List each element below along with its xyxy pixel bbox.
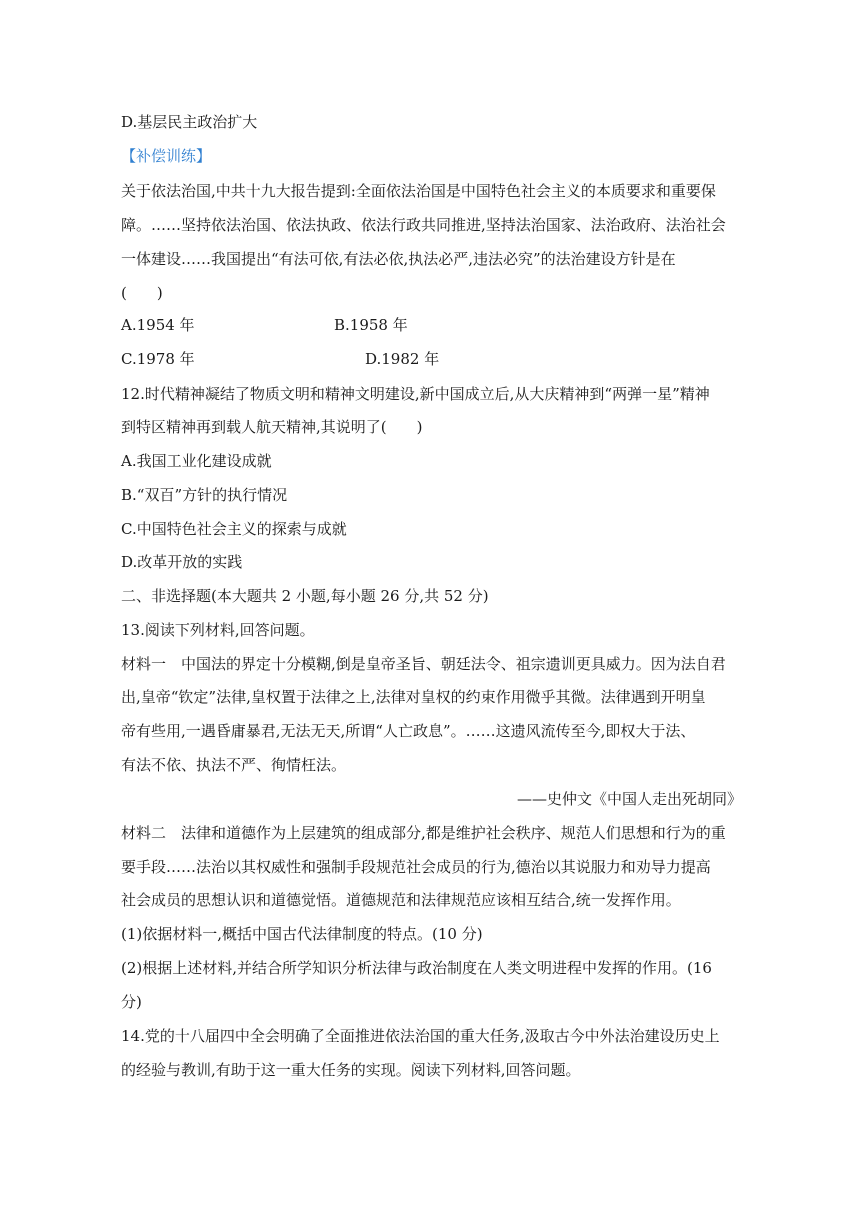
q14-stem-line: 14.党的十八届四中全会明确了全面推进依法治国的重大任务,汲取古今中外法治建设历史上 xyxy=(121,1027,720,1045)
q12-option-b: B.“双百”方针的执行情况 xyxy=(121,486,288,504)
bonus-option-c: C.1978 年 xyxy=(121,350,195,368)
q13-intro: 13.阅读下列材料,回答问题。 xyxy=(121,621,315,639)
q14-stem-line: 的经验与教训,有助于这一重大任务的实现。阅读下列材料,回答问题。 xyxy=(121,1061,581,1079)
q13-material2-line: 社会成员的思想认识和道德觉悟。道德规范和法律规范应该相互结合,统一发挥作用。 xyxy=(121,891,681,909)
q13-material1-line: 帝有些用,一遇昏庸暴君,无法无天,所谓“人亡政息”。……这遗风流传至今,即权大于法、 xyxy=(121,722,696,740)
q13-subquestion-1: (1)依据材料一,概括中国古代法律制度的特点。(10 分) xyxy=(121,925,483,943)
bonus-stem-line: 一体建设……我国提出“有法可依,有法必依,执法必严,违法必究”的法治建设方针是在 xyxy=(121,250,676,268)
q12-stem-line: 到特区精神再到载人航天精神,其说明了( ) xyxy=(121,418,423,436)
q13-material1-source: ——史仲文《中国人走出死胡同》 xyxy=(516,790,742,808)
bonus-option-b: B.1958 年 xyxy=(334,316,408,334)
q13-material1-line: 出,皇帝“钦定”法律,皇权置于法律之上,法律对皇权的约束作用微乎其微。法律遇到开明皇 xyxy=(121,688,706,706)
q13-material1-line: 有法不依、执法不严、徇情枉法。 xyxy=(121,756,347,774)
bonus-option-d: D.1982 年 xyxy=(365,350,440,368)
bonus-answer-bracket: ( ) xyxy=(121,284,163,302)
q11-option-d: D.基层民主政治扩大 xyxy=(121,113,258,131)
q12-stem-line: 12.时代精神凝结了物质文明和精神文明建设,新中国成立后,从大庆精神到“两弹一星”精神 xyxy=(121,385,710,403)
q13-material1-line: 材料一 中国法的界定十分模糊,倒是皇帝圣旨、朝廷法令、祖宗遗训更具威力。因为法自君 xyxy=(121,655,726,673)
q13-subquestion-2-line: 分) xyxy=(121,993,142,1011)
q12-option-a: A.我国工业化建设成就 xyxy=(121,452,272,470)
bonus-stem-line: 障。……坚持依法治国、依法执政、依法行政共同推进,坚持法治国家、法治政府、法治社会 xyxy=(121,216,726,234)
q13-subquestion-2-line: (2)根据上述材料,并结合所学知识分析法律与政治制度在人类文明进程中发挥的作用。(16 xyxy=(121,959,712,977)
bonus-option-a: A.1954 年 xyxy=(121,316,195,334)
q13-material2-line: 材料二 法律和道德作为上层建筑的组成部分,都是维护社会秩序、规范人们思想和行为的重 xyxy=(121,824,726,842)
bonus-stem-line: 关于依法治国,中共十九大报告提到:全面依法治国是中国特色社会主义的本质要求和重要保 xyxy=(121,182,716,200)
bonus-heading: 【补偿训练】 xyxy=(121,147,212,165)
q12-option-d: D.改革开放的实践 xyxy=(121,553,243,571)
section-heading: 二、非选择题(本大题共 2 小题,每小题 26 分,共 52 分) xyxy=(121,587,489,605)
q13-material2-line: 要手段……法治以其权威性和强制手段规范社会成员的行为,德治以其说服力和劝导力提高 xyxy=(121,858,711,876)
q12-option-c: C.中国特色社会主义的探索与成就 xyxy=(121,520,347,538)
